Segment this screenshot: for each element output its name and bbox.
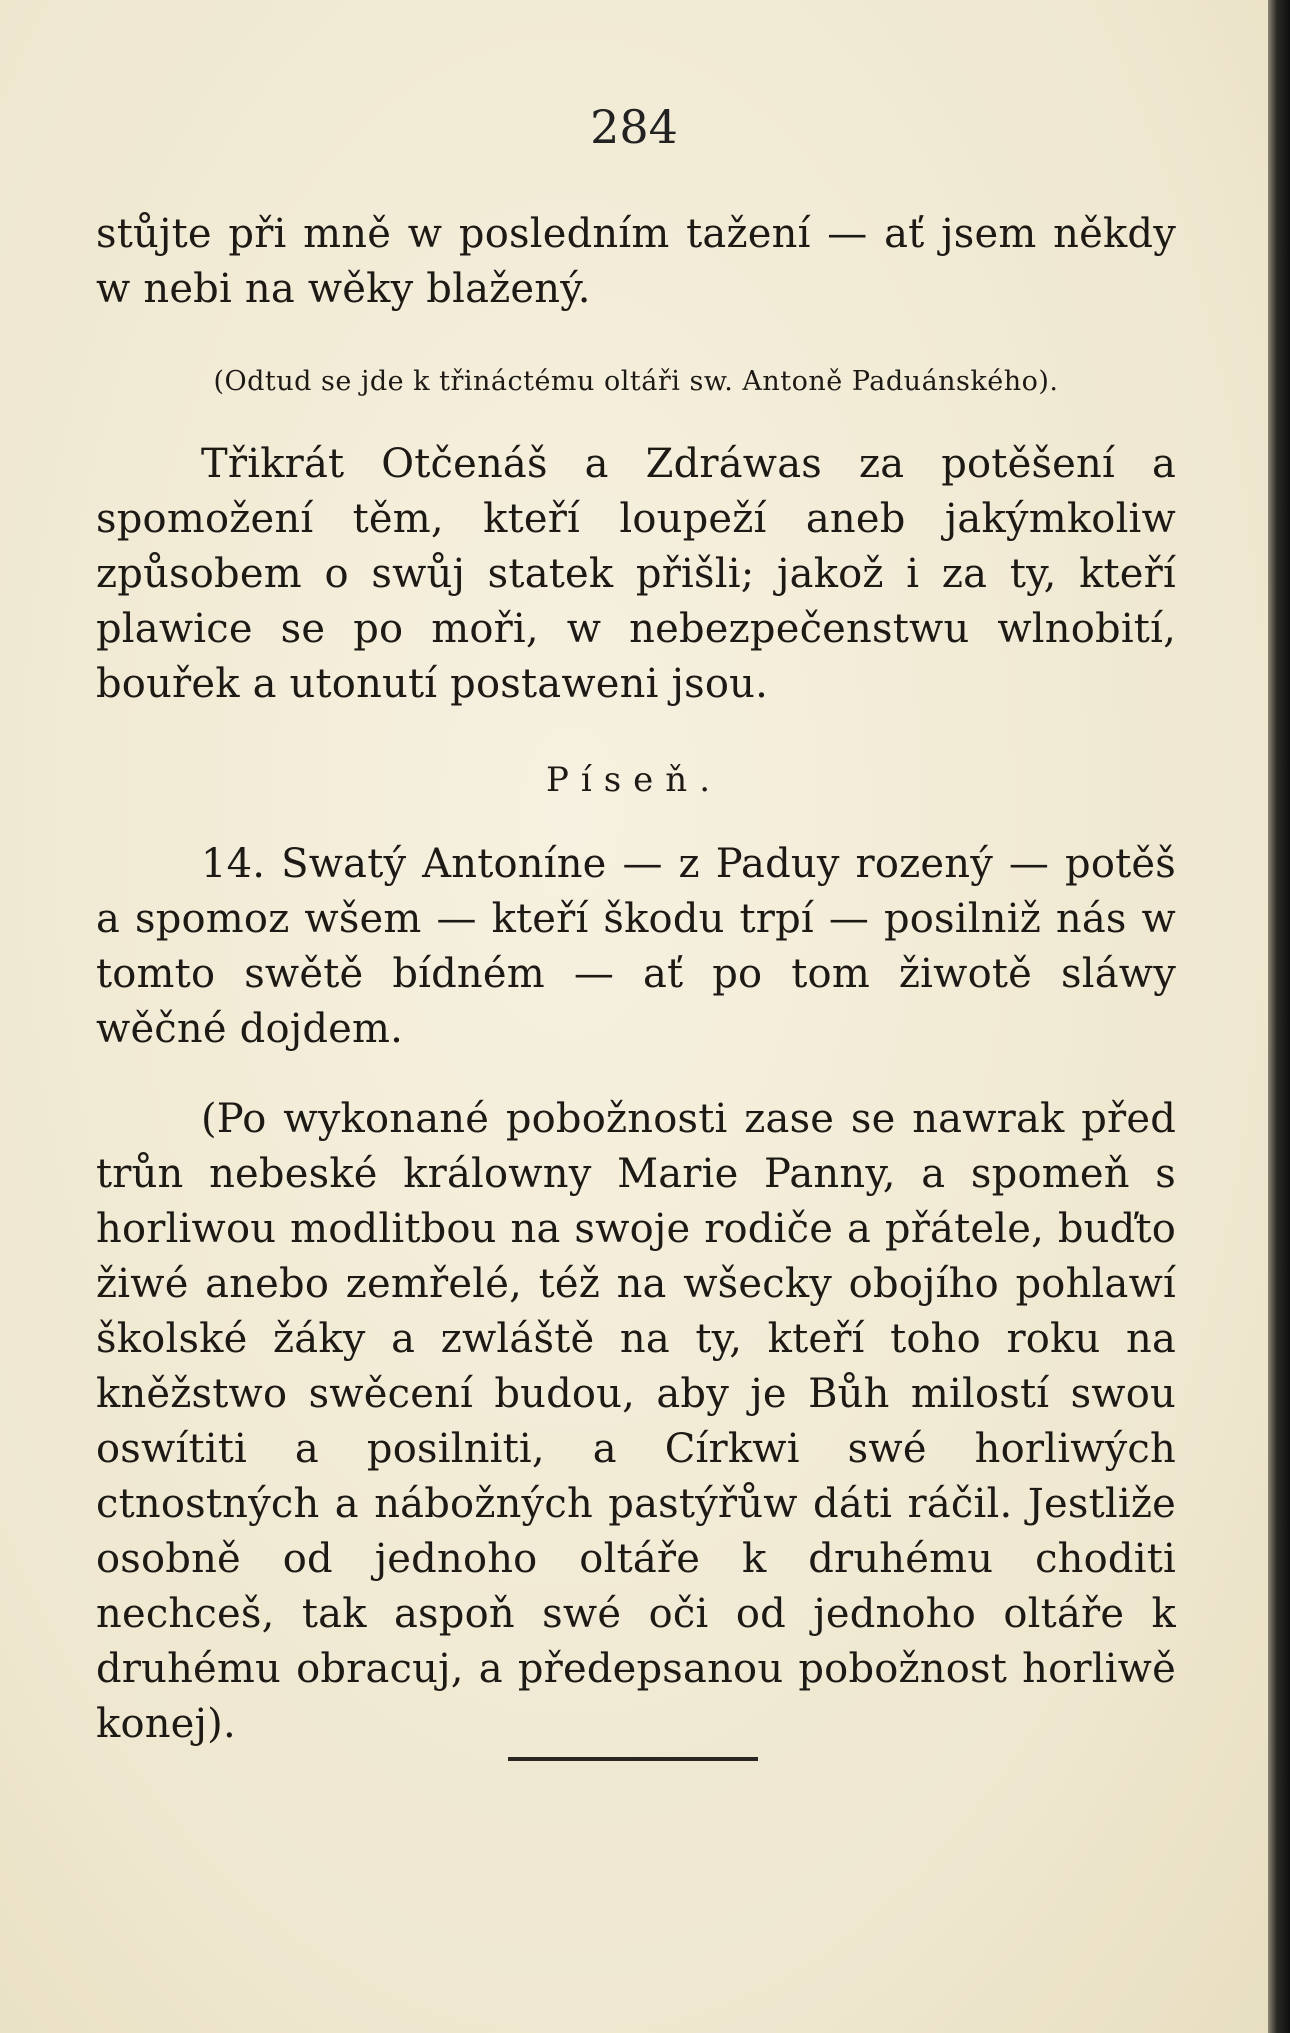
binding-gutter: [1268, 0, 1290, 2033]
song-heading: Píseň.: [545, 760, 723, 800]
intro-paragraph: stůjte při mně w posledním tažení — ať jsem někdy w nebi na wěky blažený.: [96, 211, 1176, 312]
song-verse: 14. Swatý Antoníne — z Paduy rozený — potěš a spomoz wšem — kteří škodu trpí — posilniž nás w tomto swětě bídném — ať po tom žiwotě sláwy wěčné dojdem.: [96, 841, 1176, 1052]
rubric-note: (Odtud se jde k třináctému oltáři sw. Antoně Paduánského).: [213, 366, 1059, 397]
section-divider: [508, 1757, 758, 1761]
prayer-paragraph: Třikrát Otčenáš a Zdráwas za potěšení a spomožení těm, kteří loupeží aneb jakýmkoliw způsobem o swůj statek přišli; jakož i za ty, kteří plawice se po moři, w nebezpečenstwu wlnobití, bouřek a utonutí postaweni jsou.: [96, 441, 1176, 707]
closing-paragraph: (Po wykonané pobožnosti zase se nawrak před trůn nebeské králowny Marie Panny, a spomeň s horliwou modlitbou na swoje rodiče a přátele, buďto žiwé anebo zemřelé, též na wšecky obojího pohlawí školské žáky a zwláště na ty, kteří toho roku na kněžstwo swěcení budou, aby je Bůh milostí swou oswítiti a posilniti, a Církwi swé horliwých ctnostných a nábožných pastýřůw dáti ráčil. Jestliže osobně od jednoho oltáře k druhému choditi nechceš, tak aspoň swé oči od jednoho oltáře k druhému obracuj, a předepsanou pobožnost horliwě konej).: [96, 1096, 1176, 1747]
page-number: 284: [590, 100, 678, 154]
